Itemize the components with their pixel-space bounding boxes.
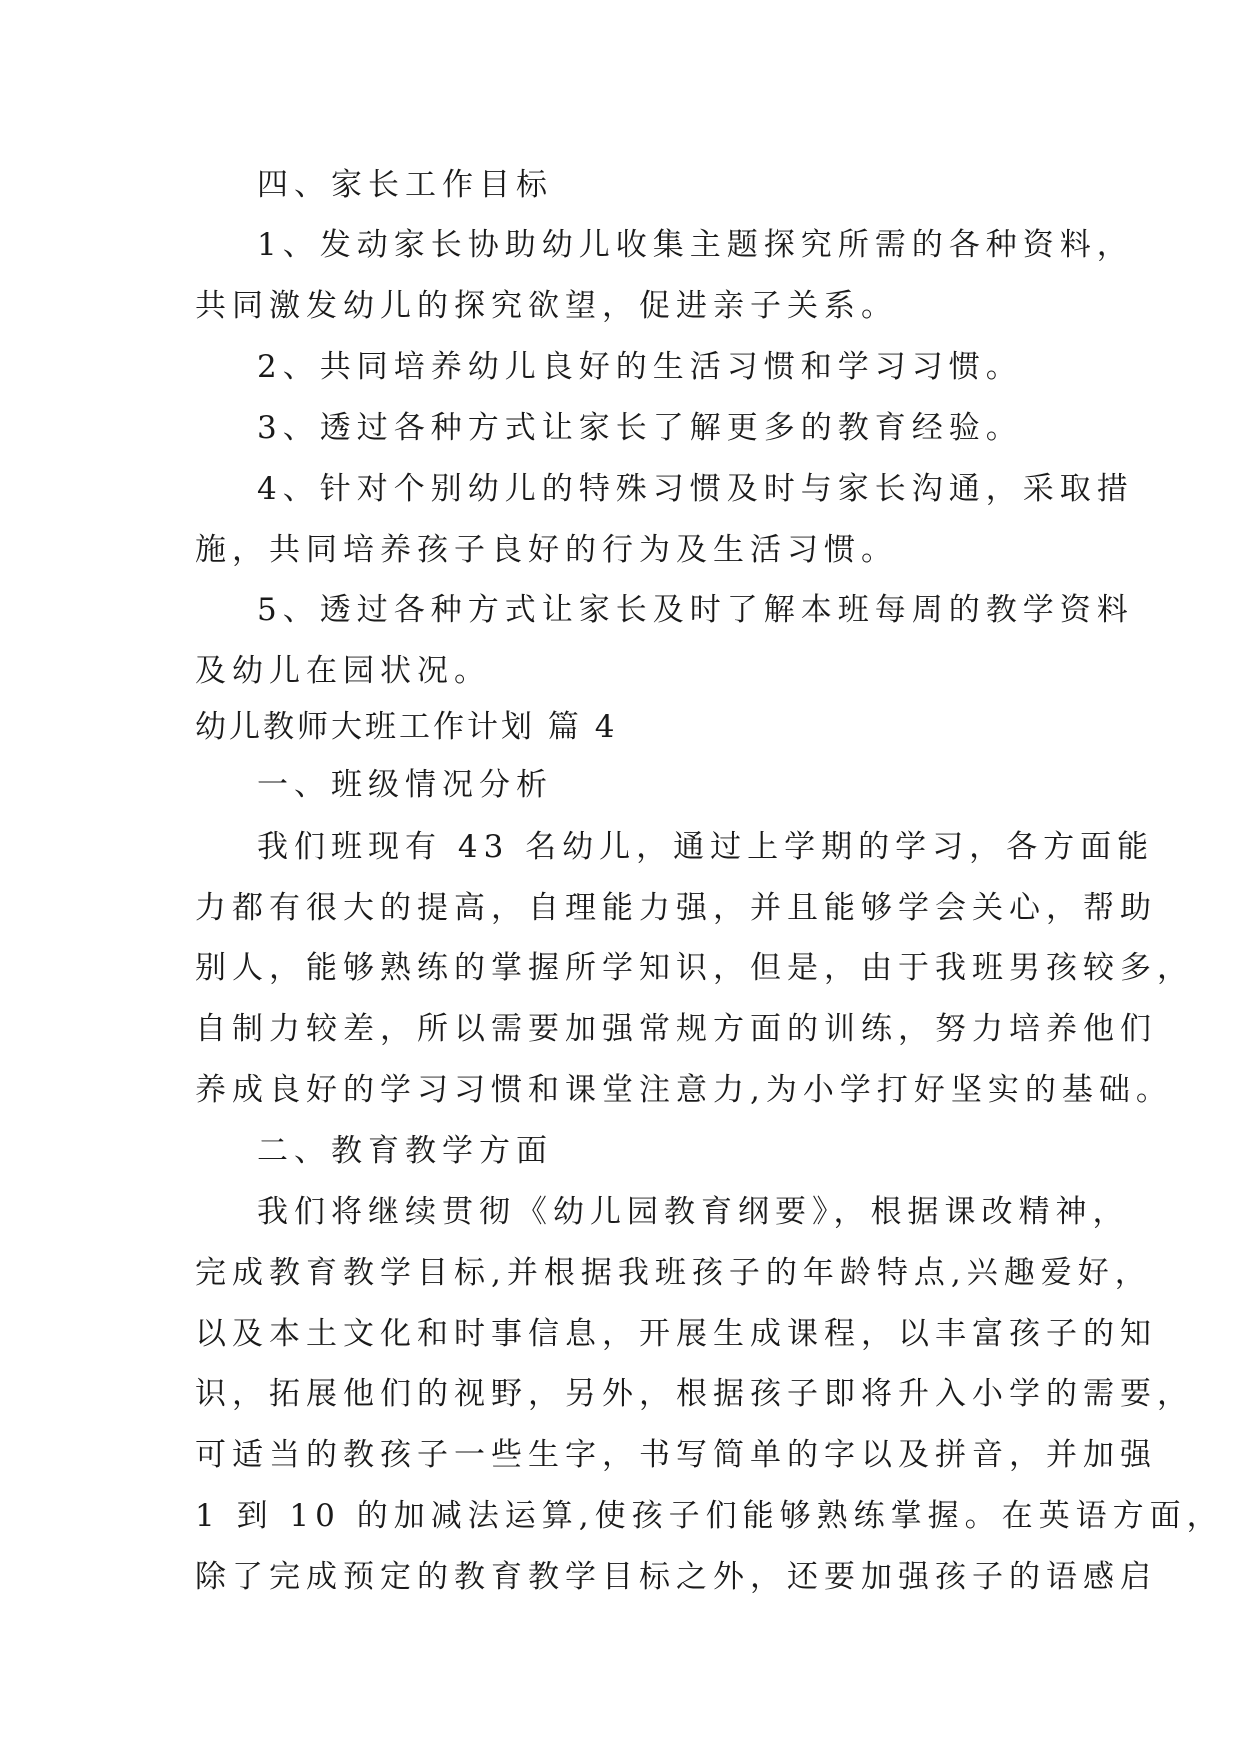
paragraph-line: 以及本土文化和时事信息，开展生成课程，以丰富孩子的知	[195, 1316, 1157, 1352]
paragraph-line: 我们将继续贯彻《幼儿园教育纲要》，根据课改精神，	[257, 1194, 1130, 1230]
paragraph-line: 力都有很大的提高，自理能力强，并且能够学会关心，帮助	[195, 890, 1157, 926]
paragraph-line: 自制力较差，所以需要加强常规方面的训练，努力培养他们	[195, 1011, 1157, 1047]
paragraph-line: 2、共同培养幼儿良好的生活习惯和学习习惯。	[257, 349, 1023, 385]
paragraph-line: 识，拓展他们的视野，另外，根据孩子即将升入小学的需要，	[195, 1376, 1194, 1412]
paragraph-line: 我们班现有 43 名幼儿，通过上学期的学习，各方面能	[257, 829, 1155, 865]
section-heading: 四、家长工作目标	[257, 167, 553, 203]
section-heading: 二、教育教学方面	[257, 1133, 553, 1169]
paragraph-line: 可适当的教孩子一些生字，书写简单的字以及拼音，并加强	[195, 1437, 1157, 1473]
paragraph-line: 施，共同培养孩子良好的行为及生活习惯。	[195, 532, 898, 568]
article-title: 幼儿教师大班工作计划 篇 4	[195, 709, 618, 745]
paragraph-line: 3、透过各种方式让家长了解更多的教育经验。	[257, 410, 1023, 446]
paragraph-line: 4、针对个别幼儿的特殊习惯及时与家长沟通，采取措	[257, 471, 1134, 507]
paragraph-line: 别人，能够熟练的掌握所学知识，但是，由于我班男孩较多，	[195, 950, 1194, 986]
paragraph-line: 1 到 10 的加减法运算,使孩子们能够熟练掌握。在英语方面，	[195, 1498, 1224, 1534]
paragraph-line: 共同激发幼儿的探究欲望，促进亲子关系。	[195, 288, 898, 324]
paragraph-line: 完成教育教学目标,并根据我班孩子的年龄特点,兴趣爱好，	[195, 1255, 1152, 1291]
paragraph-line: 5、透过各种方式让家长及时了解本班每周的教学资料	[257, 592, 1134, 628]
section-heading: 一、班级情况分析	[257, 767, 553, 803]
paragraph-line: 养成良好的学习习惯和课堂注意力,为小学打好坚实的基础。	[195, 1072, 1173, 1108]
paragraph-line: 及幼儿在园状况。	[195, 653, 491, 689]
paragraph-line: 除了完成预定的教育教学目标之外，还要加强孩子的语感启	[195, 1559, 1157, 1595]
paragraph-line: 1、发动家长协助幼儿收集主题探究所需的各种资料，	[257, 227, 1134, 263]
